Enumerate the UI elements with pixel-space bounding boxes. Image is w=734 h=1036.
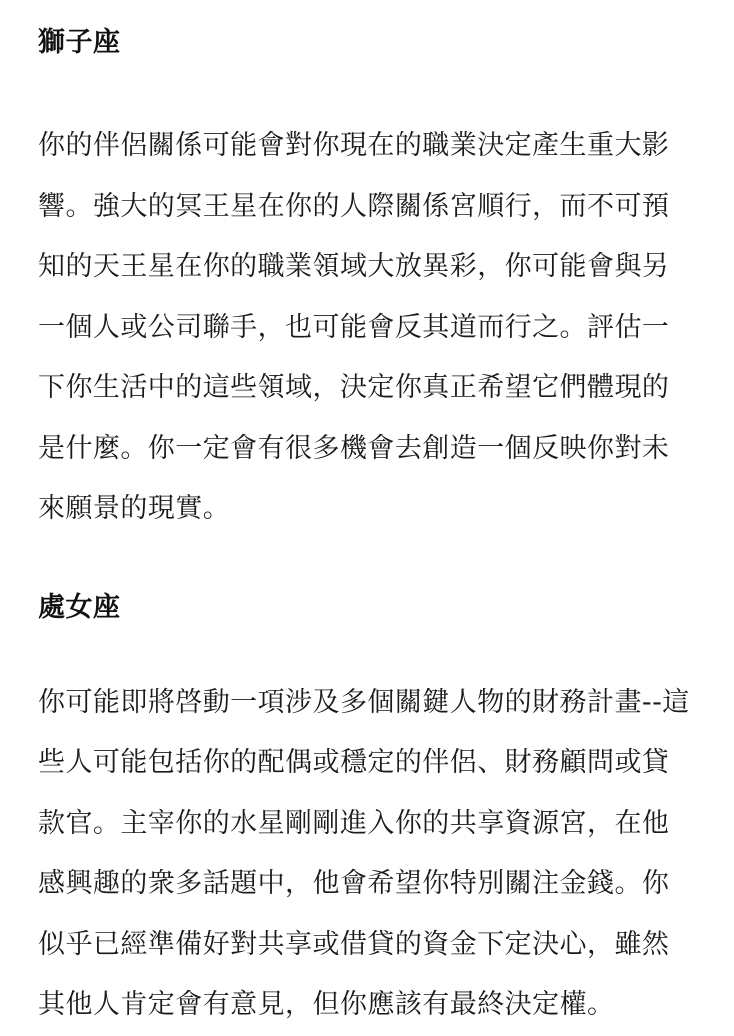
section-heading-leo: 獅子座 [38, 27, 121, 58]
section-heading-virgo: 處女座 [38, 591, 121, 623]
section-body-virgo: 你可能即將啓動一項涉及多個關鍵人物的財務計畫--這些人可能包括你的配偶或穩定的伴侶、財務顧問或貸款官。主宰你的水星剛剛進入你的共享資源宮，在他感興趣的衆多話題中，他會希望你特別關注金錢。你似乎已經準備好對共享或借貸的資金下定決心，雖然其他人肯定會有意見，但你應該有最終決定權。 [38, 686, 690, 1020]
section-body-leo: 你的伴侶關係可能會對你現在的職業決定產生重大影響。強大的冥王星在你的人際關係宮順行，而不可預知的天王星在你的職業領域大放異彩，你可能會與另一個人或公司聯手，也可能會反其道而行之。評估一下你生活中的這些領域，決定你真正希望它們體現的是什麼。你一定會有很多機會去創造一個反映你對未來願景的現實。 [38, 130, 670, 524]
